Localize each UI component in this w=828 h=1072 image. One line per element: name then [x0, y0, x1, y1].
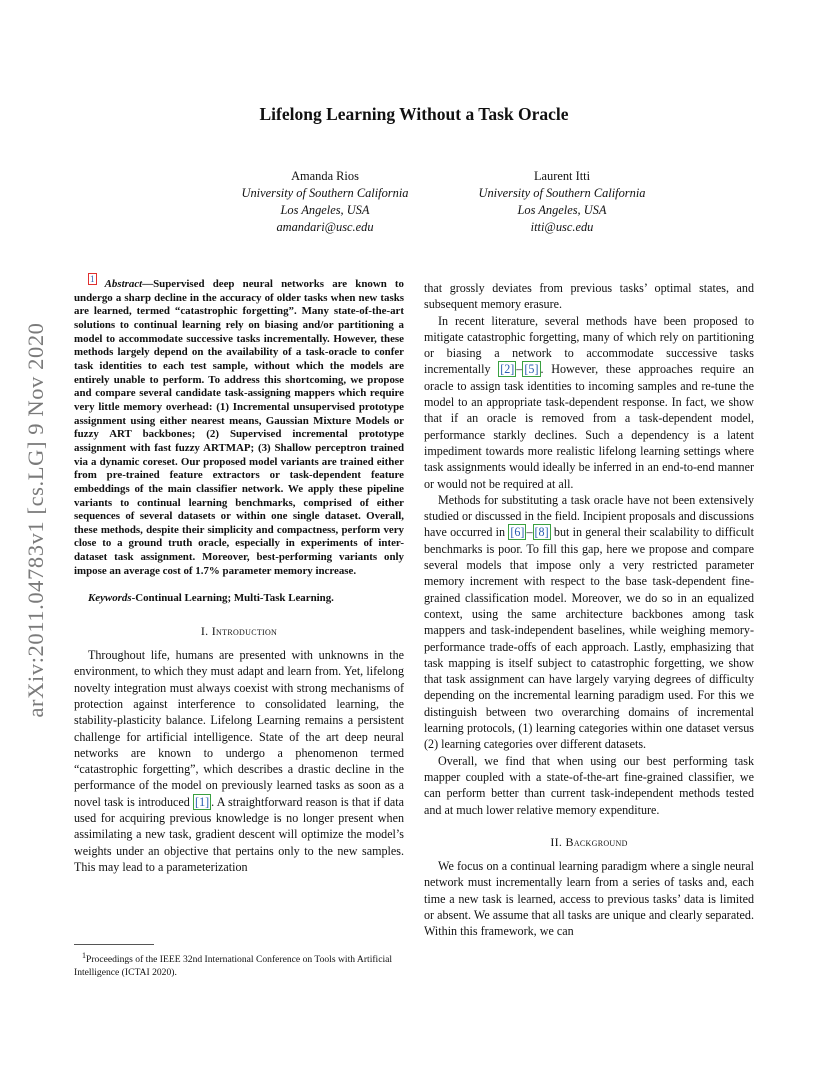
abstract: [74, 274, 404, 578]
author-block-2: [432, 168, 692, 236]
author-name: Laurent Itti: [533, 169, 591, 183]
paragraph: that grossly deviates from previous tasks’ optimal states, and subsequent memory erasure.: [424, 281, 754, 312]
citation-link[interactable]: [8]: [534, 525, 549, 540]
left-column: [74, 274, 405, 875]
citation-link[interactable]: [1]: [195, 794, 210, 809]
abstract-heading: Abstract: [104, 278, 143, 290]
abstract-text: —Supervised deep neural networks are known to undergo a sharp decline in the accuracy of older tasks when new tasks are learned, termed “catastrophic forgetting”. Many state-of-the-art solutions to continual learning rely on biasing and/or partitioning a model to accommodate successive tasks incrementally. However, these methods largely depend on the availability of a task-oracle to confer task identities to each test sample, without which the models are entirely unable to perform. To address this shortcoming, we propose and compare several candidate task-assigning mappers which require very little memory overhead: (1) Incremental unsupervised prototype assignment using either nearest means, Gaussian Mixture Models or fuzzy ART backbones; (2) Supervised incremental prototype assignment with fast fuzzy ARTMAP; (3) Shallow perceptron trained via a dynamic coreset. Our proposed model variants are trained either from pre-trained feature extractors or task-dependent feature embeddings of the main classifier network. We apply these pipeline variants to continual learning benchmarks, comprised of either sequences of several datasets or within one single dataset. Overall, these methods, despite their simplicity and compactness, perform very close to a ground truth oracle, especially in experiments of inter-dataset task assignment. Moreover, best-performing variants only impose an average cost of 1.7% parameter memory increase.: [74, 278, 404, 577]
paragraph: We focus on a continual learning paradigm where a single neural network must incrementally learn from a series of tasks and, each time a new task is learned, access to previous tasks’ data is limited or absent. We assume that all tasks are unique and clearly separated. Within this framework, we can: [424, 859, 754, 939]
footnote-rule: [74, 944, 154, 945]
keywords-text: -Continual Learning; Multi-Task Learning.: [131, 592, 334, 605]
footnote-link[interactable]: 1: [90, 274, 95, 285]
footnote-text: Proceedings of the IEEE 32nd International Conference on Tools with Artificial Intelligence (ICTAI 2020).: [74, 954, 393, 978]
footnote-number: 1: [82, 951, 86, 960]
section-heading-background: II. Background: [550, 834, 628, 849]
paper-title: Lifelong Learning Without a Task Oracle: [259, 104, 569, 124]
paragraph: Methods for substituting a task oracle have not been extensively studied or discussed in the field. Incipient proposals and discussions have occurred in [6] – [8] but in general their scalability to difficult benchmarks is poor. To fill this gap, here we propose and compare several models that impose only a very restricted parameter memory increment with respect to the base task-dependent fine-grained classification model. Moreover, we do so in an equalized context, using the same architecture backbones among task mappers and task-independent baselines, while weighing memory-performance trade-offs of each approach. Lastly, emphasizing that task mapping is itself subject to catastrophic forgetting, we show that task assignment can have largely varying degrees of difficulty depending on the incremental learning paradigm used. For this we distinguish between two overarching domains of incremental learning protocols, (1) learning categories within one dataset versus (2) learning categories over different datasets.: [424, 492, 754, 752]
author-email[interactable]: amandari@usc.edu: [276, 220, 374, 234]
intro-paragraph: Throughout life, humans are presented with unknowns in the environment, to which they must adapt and learn from. Yet, lifelong novelty integration must always coexist with strong mechanisms of protection against interference to consolidated learning, the stability-plasticity balance. Lifelong Learning remains a persistent challenge for artificial intelligence. State of the art deep neural networks are known to undergo a phenomenon termed “catastrophic forgetting”, which describes a drastic decline in the performance of the model on previously learned tasks as soon as a novel task is introduced [1] . A straightforward reason is that if data used for acquiring previous knowledge is no longer present when assimilating a new task, gradient descent will optimize the model’s weights under an objective that pertains only to the new samples. This may lead to a parameterization: [74, 648, 405, 874]
citation-link[interactable]: [2]: [500, 362, 515, 377]
citation-link[interactable]: [5]: [524, 362, 539, 377]
author-affiliation: University of Southern California: [241, 186, 409, 200]
author-block-1: [195, 168, 455, 236]
author-location: Los Angeles, USA: [280, 203, 370, 217]
paragraph: Overall, we find that when using our best performing task mapper coupled with a state-of-the-art fine-grained classifier, we can perform better than current task-independent methods tested and at much lower relative memory expenditure.: [424, 753, 754, 817]
footnote: [74, 950, 404, 979]
author-location: Los Angeles, USA: [517, 203, 607, 217]
author-email[interactable]: itti@usc.edu: [530, 220, 594, 234]
keywords: [74, 590, 404, 606]
author-affiliation: University of Southern California: [478, 186, 646, 200]
arxiv-stamp: [16, 290, 56, 750]
author-name: Amanda Rios: [291, 169, 359, 183]
right-column: [424, 280, 754, 940]
section-heading-introduction: I. Introduction: [200, 623, 278, 638]
arxiv-stamp-text: arXiv:2011.04783v1 [cs.LG] 9 Nov 2020: [23, 322, 48, 718]
keywords-label: Keywords: [88, 592, 132, 605]
citation-link[interactable]: [6]: [510, 525, 525, 540]
paragraph: In recent literature, several methods have been proposed to mitigate catastrophic forgetting, many of which rely on partitioning or biasing a network to accommodate successive tasks incrementally [2] – [5] . However, these approaches require an oracle to assign task identities to incoming samples and re-tune the model to an appropriate task-dependent response. In fact, we show that if an oracle is removed from a task-dependent model, performance starkly declines. Such a dependency is a latent impediment towards more realistic lifelong learning settings where task assignments would ideally be inferred in an end-to-end manner or would not be required at all.: [424, 313, 754, 491]
